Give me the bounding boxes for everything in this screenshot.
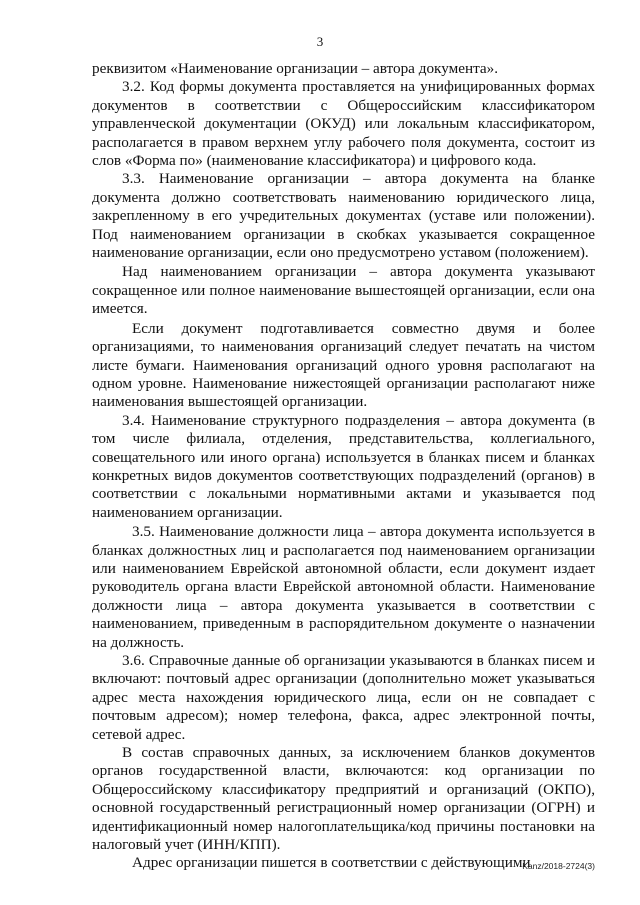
paragraph-3-6: 3.6. Справочные данные об организации указываются в бланках писем и включают: почтовый адрес организации (дополнительно может указываться адрес места нахождения юридического лица, если он не совпадает с почтовым адресом); номер телефона, факса, адрес электронной почты, сетевой адрес. [92,652,595,743]
paragraph-continuation: реквизитом «Наименование организации – автора документа». [92,60,499,77]
document-body [92,60,595,873]
paragraph-3-5: 3.5. Наименование должности лица – автора документа используется в бланках должностных лиц и располагается под наименованием организации или наименованием Еврейской автономной области, если документ издает руководитель органа власти Еврейской автономной области. Наименование должности лица – автора документа указывается в соответствии с наименованием, приведенным в распорядительном документе о назначении на должность. [92,523,595,651]
page-number: 3 [316,34,324,49]
paragraph-3-3: 3.3. Наименование организации – автора документа на бланке документа должно соответствовать наименованию юридического лица, закрепленному в его учредительных документах (уставе или положении). Под наименованием организации в скобках указывается сокращенное наименование организации, если оно предусмотрено уставом (положением). [92,170,595,262]
paragraph-3-2: 3.2. Код формы документа проставляется на унифицированных формах документов в соответствии с Общероссийским классификатором управленческой документации (ОКУД) или локальным классификатором, располагается в правом верхнем углу рабочего поля документа, состоит из слов «Форма по» (наименование классификатора) и цифрового кода. [92,78,595,170]
paragraph-address: Адрес организации пишется в соответствии с действующими [132,854,531,872]
paragraph-reference-data: В состав справочных данных, за исключением бланков документов органов государственной власти, включаются: код организации по Общероссийскому классификатору предприятий и организаций (ОКПО), основной государственный регистрационный номер организации (ОГРН) и идентификационный номер налогоплательщика/код причины постановки на налоговый учет (ИНН/КПП). [92,744,595,854]
paragraph-3-4: 3.4. Наименование структурного подразделения – автора документа (в том числе филиала, отделения, представительства, коллегиального, совещательного или иного органа) используется в бланках писем и бланках конкретных видов документов соответствующих подразделений (органов) в соответствии с локальными нормативными актами и указывается под наименованием организации. [92,411,595,521]
document-registration-code: Kanz/2018-2724(3) [522,861,595,871]
paragraph-parent-org: Над наименованием организации – автора документа указывают сокращенное или полное наименование вышестоящей организации, если она имеется. [92,263,595,318]
paragraph-joint-document: Если документ подготавливается совместно двумя и более организациями, то наименования организаций следует печатать на чистом листе бумаги. Наименования организаций одного уровня располагают на одном уровне. Наименование нижестоящей организации располагают ниже наименования вышестоящей организации. [92,319,595,411]
